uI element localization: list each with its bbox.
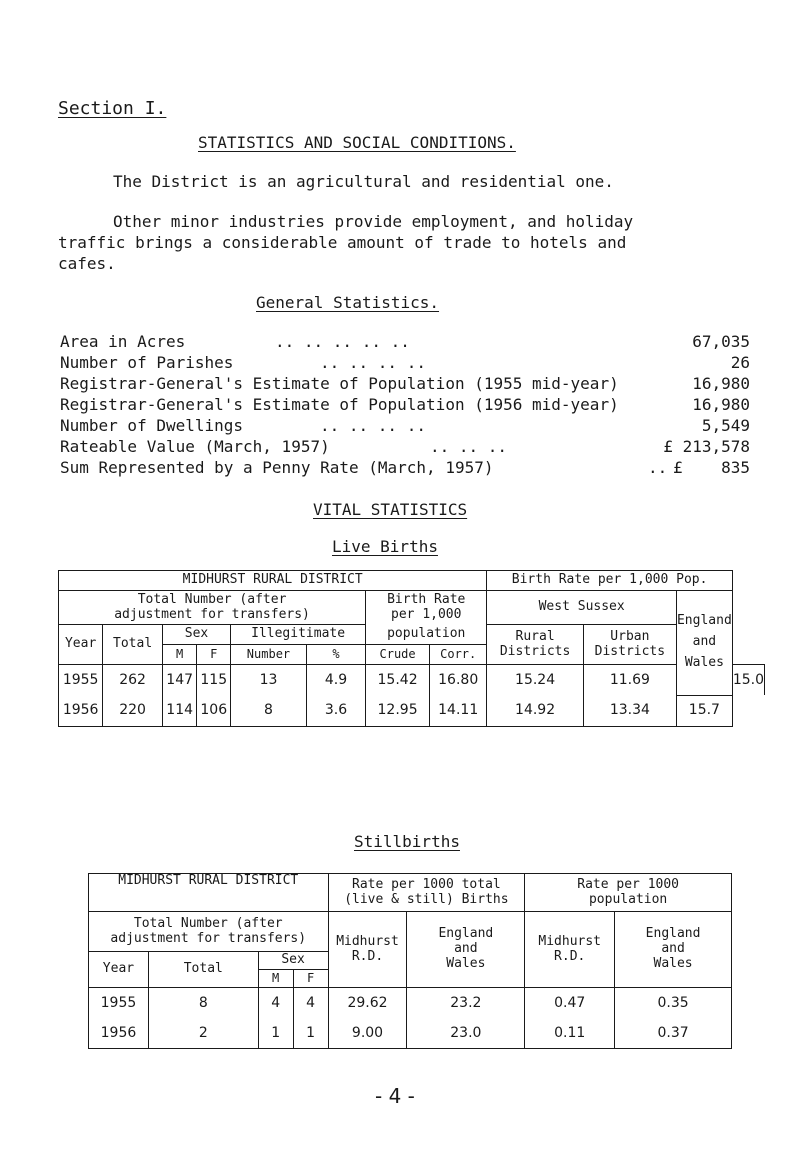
header-line: population xyxy=(588,891,668,907)
cell-male: 1 xyxy=(258,1018,293,1049)
live-births-total-number-header xyxy=(59,591,366,625)
female-header: F xyxy=(197,645,231,665)
header-line: and xyxy=(454,941,478,957)
cell-female: 106 xyxy=(197,695,231,726)
header-line: Rate per 1000 total xyxy=(352,876,501,892)
cell-female: 115 xyxy=(197,665,231,696)
stillbirths-total-number-header xyxy=(89,912,329,952)
header-line: Districts xyxy=(499,643,571,659)
corrected-header: Corr. xyxy=(430,645,487,665)
live-births-birth-rate-header xyxy=(366,591,487,625)
england-wales-header xyxy=(407,912,525,988)
cell-female: 4 xyxy=(293,988,328,1019)
percent-header: % xyxy=(306,645,365,665)
general-row-value: £ 213,578 xyxy=(663,437,750,456)
general-row-value: 16,980 xyxy=(692,395,750,414)
cell-corrected: 14.11 xyxy=(430,695,487,726)
general-row-label: Sum Represented by a Penny Rate (March, 1957) xyxy=(60,458,494,477)
stillbirths-rate-total-header xyxy=(328,874,525,912)
live-births-table xyxy=(58,570,765,727)
cell-number: 8 xyxy=(231,695,307,726)
cell-percent: 4.9 xyxy=(306,665,365,696)
general-row-label: Registrar-General's Estimate of Population (1956 mid-year) xyxy=(60,395,619,414)
cell-urban: 11.69 xyxy=(583,665,676,696)
cell-urban: 13.34 xyxy=(583,695,676,726)
cell-midhurst-rate-births: 9.00 xyxy=(328,1018,407,1049)
header-line: Urban xyxy=(610,628,650,644)
midhurst-rd-header xyxy=(525,912,615,988)
general-row-area xyxy=(60,332,750,354)
general-row-label: Area in Acres xyxy=(60,332,186,351)
general-row-value: £ 835 xyxy=(672,458,750,477)
intro-line-1: The District is an agricultural and residential one. xyxy=(113,172,614,191)
cell-midhurst-rate-pop: 0.47 xyxy=(525,988,615,1019)
cell-corrected: 16.80 xyxy=(430,665,487,696)
cell-percent: 3.6 xyxy=(306,695,365,726)
table-row xyxy=(59,695,765,726)
leader-dots: .. .. .. xyxy=(430,437,508,456)
midhurst-rd-header xyxy=(328,912,407,988)
leader-dots: .. xyxy=(648,458,668,477)
total-header: Total xyxy=(103,625,163,665)
live-births-heading: Live Births xyxy=(332,537,438,556)
male-header: M xyxy=(162,645,196,665)
leader-dots: .. .. .. .. xyxy=(320,353,426,372)
year-header: Year xyxy=(59,625,103,665)
cell-england-rate-births: 23.0 xyxy=(407,1018,525,1049)
intro-line-3: traffic brings a considerable amount of trade to hotels and xyxy=(58,233,627,252)
urban-districts-header xyxy=(583,625,676,665)
header-line: Midhurst xyxy=(336,933,399,949)
header-line: and xyxy=(692,634,717,650)
general-row-dwellings xyxy=(60,416,750,438)
cell-england-wales: 15.0 xyxy=(732,665,764,696)
total-header: Total xyxy=(148,952,258,988)
general-row-value: 5,549 xyxy=(701,416,750,435)
stillbirths-table xyxy=(88,873,732,1049)
general-row-label: Registrar-General's Estimate of Population (1955 mid-year) xyxy=(60,374,619,393)
female-header: F xyxy=(293,970,328,988)
population-header: population xyxy=(366,625,487,645)
crude-header: Crude xyxy=(366,645,430,665)
header-line: and xyxy=(661,941,685,957)
cell-england-rate-pop: 0.35 xyxy=(615,988,732,1019)
general-row-pop-1955 xyxy=(60,374,750,396)
header-line: R.D. xyxy=(554,948,586,964)
cell-crude: 12.95 xyxy=(366,695,430,726)
table-row xyxy=(59,665,765,696)
general-row-pop-1956 xyxy=(60,395,750,417)
table-row xyxy=(89,1018,732,1049)
header-line: Birth Rate xyxy=(387,591,466,607)
sex-header: Sex xyxy=(162,625,230,645)
general-row-parishes xyxy=(60,353,750,375)
cell-male: 114 xyxy=(162,695,196,726)
cell-total: 2 xyxy=(148,1018,258,1049)
cell-male: 147 xyxy=(162,665,196,696)
cell-midhurst-rate-pop: 0.11 xyxy=(525,1018,615,1049)
cell-england-rate-pop: 0.37 xyxy=(615,1018,732,1049)
stillbirths-district-header: MIDHURST RURAL DISTRICT xyxy=(89,874,329,912)
cell-crude: 15.42 xyxy=(366,665,430,696)
illegitimate-header: Illegitimate xyxy=(231,625,366,645)
header-line: Rate per 1000 xyxy=(577,876,679,892)
vital-statistics-heading: VITAL STATISTICS xyxy=(313,500,468,519)
cell-midhurst-rate-births: 29.62 xyxy=(328,988,407,1019)
header-line: England xyxy=(645,926,701,942)
male-header: M xyxy=(258,970,293,988)
general-row-rateable xyxy=(60,437,750,459)
header-line: Wales xyxy=(653,955,693,971)
page-title: STATISTICS AND SOCIAL CONDITIONS. xyxy=(198,133,516,152)
header-line: adjustment for transfers) xyxy=(114,606,310,622)
cell-total: 262 xyxy=(103,665,163,696)
general-row-value: 16,980 xyxy=(692,374,750,393)
cell-rural: 15.24 xyxy=(487,665,583,696)
intro-line-4: cafes. xyxy=(58,254,116,273)
cell-female: 1 xyxy=(293,1018,328,1049)
header-line: Total Number (after xyxy=(137,591,287,607)
cell-rural: 14.92 xyxy=(487,695,583,726)
cell-england-wales: 15.7 xyxy=(676,695,732,726)
sex-header: Sex xyxy=(258,952,328,970)
stillbirths-rate-pop-header xyxy=(525,874,732,912)
header-line: (live & still) Births xyxy=(344,891,509,907)
header-line: per 1,000 xyxy=(391,606,462,622)
cell-male: 4 xyxy=(258,988,293,1019)
header-line: R.D. xyxy=(351,948,384,964)
general-row-label: Number of Parishes xyxy=(60,353,234,372)
header-line: Wales xyxy=(446,955,486,971)
section-heading: Section I. xyxy=(58,98,167,119)
header-line: Midhurst xyxy=(538,933,602,949)
cell-year: 1955 xyxy=(89,988,149,1019)
general-row-value: 67,035 xyxy=(692,332,750,351)
header-line: Rural xyxy=(515,628,555,644)
live-births-rate-header: Birth Rate per 1,000 Pop. xyxy=(487,571,732,591)
cell-england-rate-births: 23.2 xyxy=(407,988,525,1019)
rural-districts-header xyxy=(487,625,583,665)
header-line: England xyxy=(676,613,732,629)
cell-total: 8 xyxy=(148,988,258,1019)
page-number: - 4 - xyxy=(375,1084,415,1108)
header-line: Districts xyxy=(594,643,666,659)
cell-year: 1956 xyxy=(59,695,103,726)
live-births-district-header: MIDHURST RURAL DISTRICT xyxy=(59,571,487,591)
west-sussex-header: West Sussex xyxy=(487,591,677,625)
cell-total: 220 xyxy=(103,695,163,726)
number-header: Number xyxy=(231,645,307,665)
general-row-value: 26 xyxy=(730,353,750,372)
england-wales-header xyxy=(676,591,732,696)
general-statistics-heading: General Statistics. xyxy=(256,293,440,312)
leader-dots: .. .. .. .. .. xyxy=(275,332,410,351)
cell-year: 1955 xyxy=(59,665,103,696)
header-line: adjustment for transfers) xyxy=(110,930,307,946)
header-line: Total Number (after xyxy=(133,915,283,931)
cell-year: 1956 xyxy=(89,1018,149,1049)
table-row xyxy=(89,988,732,1019)
stillbirths-heading: Stillbirths xyxy=(354,832,460,851)
cell-number: 13 xyxy=(231,665,307,696)
leader-dots: .. .. .. .. xyxy=(320,416,426,435)
header-line: Wales xyxy=(684,655,724,671)
year-header: Year xyxy=(89,952,149,988)
general-row-label: Number of Dwellings xyxy=(60,416,244,435)
england-wales-header xyxy=(615,912,732,988)
general-row-label: Rateable Value (March, 1957) xyxy=(60,437,330,456)
general-row-penny-rate xyxy=(60,458,750,480)
header-line: England xyxy=(438,926,494,942)
intro-line-2: Other minor industries provide employment, and holiday xyxy=(113,212,634,231)
